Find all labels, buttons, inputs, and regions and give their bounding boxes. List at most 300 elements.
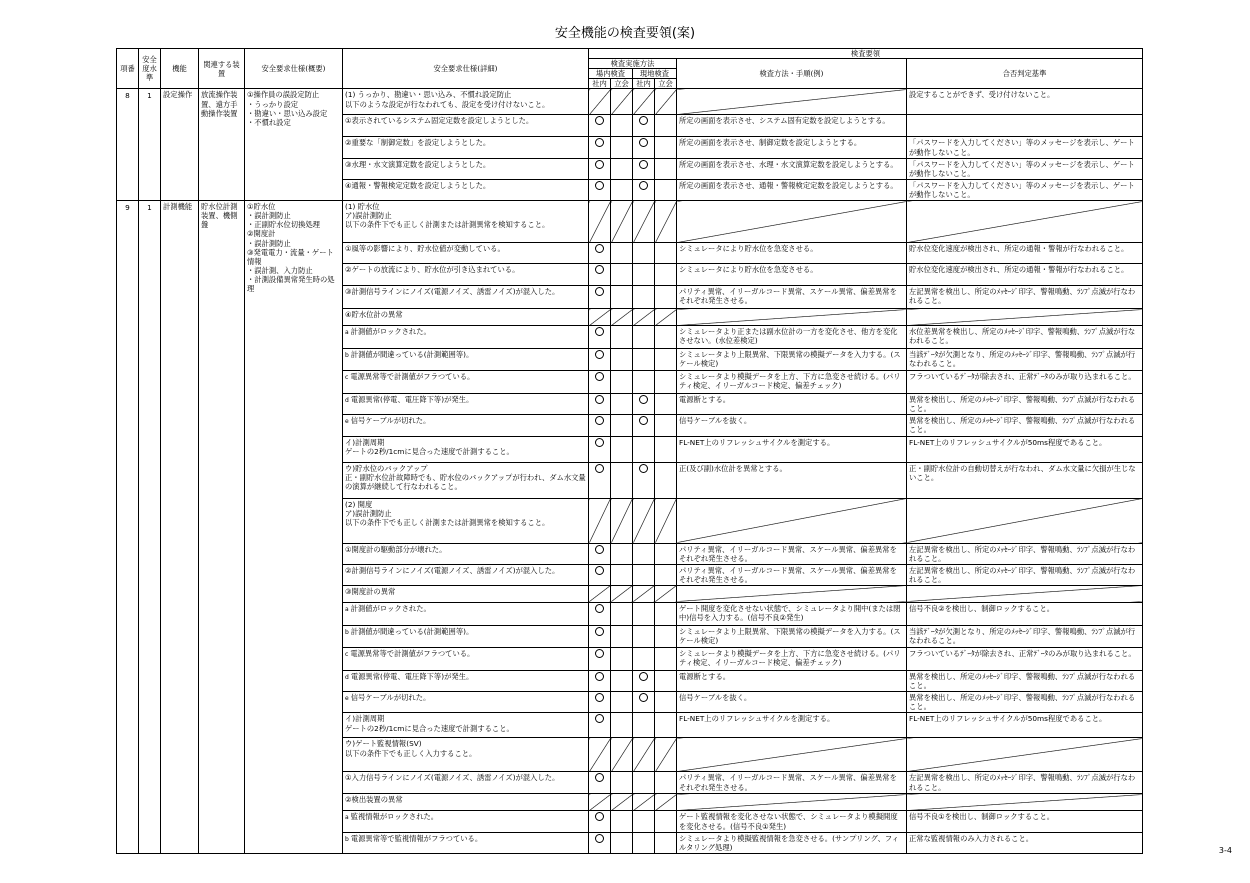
spec-detail-cell xyxy=(343,625,589,647)
check-mark-cell xyxy=(655,602,677,625)
check-circle-icon xyxy=(595,350,604,359)
inspection-method-cell xyxy=(677,738,907,772)
spec-detail-text: 計測値が間違っている(計測範囲等)。 xyxy=(350,350,474,360)
spec-detail-cell xyxy=(343,394,589,415)
spec-summary-cell: ①貯水位 ・誤計測防止 ・正副貯水位切換処理 ②開度計 ・誤計測防止 ③発電電力・流量・ゲート情報 ・誤計測、入力防止 ・計測設備異常発生時の処理 xyxy=(245,201,343,854)
related-device-cell: 貯水位計測装置、機側盤 xyxy=(199,201,245,854)
criteria-cell: 信号不良②を検出し、制御ロックすること。 xyxy=(907,602,1143,625)
criteria-cell xyxy=(907,201,1143,243)
spec-detail-cell xyxy=(343,115,589,137)
sub-item-letter: a xyxy=(345,814,349,822)
check-circle-icon xyxy=(639,464,648,473)
check-mark-cell xyxy=(611,832,633,853)
check-mark-cell xyxy=(589,371,611,394)
check-mark-cell xyxy=(611,415,633,436)
criteria-cell: 正・副貯水位計の自動切替えが行なわれ、ダム水文量に欠損が生じないこと。 xyxy=(907,462,1143,498)
check-mark-cell xyxy=(633,137,655,158)
check-mark-cell xyxy=(633,394,655,415)
check-mark-cell xyxy=(611,179,633,200)
header-onsite-inspection: 現地検査 xyxy=(633,69,677,79)
inspection-method-cell: シミュレータより上限異常、下限異常の模擬データを入力する。(スケール検定) xyxy=(677,625,907,647)
check-mark-cell xyxy=(655,158,677,179)
inspection-method-cell: パリティ異常、イリーガルコード異常、スケール異常、偏差異常をそれぞれ発生させる。 xyxy=(677,286,907,309)
check-mark-cell xyxy=(589,647,611,670)
spec-detail-cell xyxy=(343,585,589,602)
criteria-cell: 貯水位変化速度が検出され、所定の通報・警報が行なわれること。 xyxy=(907,264,1143,286)
check-mark-cell xyxy=(589,179,611,200)
spec-detail-cell xyxy=(343,309,589,326)
check-mark-cell xyxy=(633,158,655,179)
criteria-cell: 貯水位変化速度が検出され、所定の通報・警報が行なわれること。 xyxy=(907,243,1143,264)
inspection-method-cell: 正(及び副)水位計を異常とする。 xyxy=(677,462,907,498)
check-mark-cell xyxy=(655,647,677,670)
check-circle-icon xyxy=(595,438,604,447)
criteria-cell xyxy=(907,738,1143,772)
check-mark-cell xyxy=(655,179,677,200)
criteria-cell: 「パスワードを入力してください」等のメッセージを表示し、ゲートが動作しないこと。 xyxy=(907,158,1143,179)
check-mark-cell xyxy=(633,179,655,200)
spec-detail-text: 計測値が間違っている(計測範囲等)。 xyxy=(350,626,474,636)
criteria-cell: フラついているﾃﾞｰﾀが除去され、正常ﾃﾞｰﾀのみが取り込まれること。 xyxy=(907,647,1143,670)
check-mark-cell xyxy=(633,309,655,326)
spec-detail-text: 監視情報がロックされた。 xyxy=(350,812,439,822)
check-mark-cell xyxy=(589,543,611,564)
inspection-method-cell xyxy=(677,201,907,243)
header-spec-summary: 安全要求仕様(概要) xyxy=(245,49,343,89)
sub-item-letter: b xyxy=(345,352,349,360)
spec-detail-text: 信号ケーブルが切れた。 xyxy=(350,693,431,703)
check-circle-icon xyxy=(595,773,604,782)
inspection-method-cell xyxy=(677,794,907,811)
check-mark-cell xyxy=(655,738,677,772)
check-mark-cell xyxy=(633,462,655,498)
inspection-method-cell: FL-NET上のリフレッシュサイクルを測定する。 xyxy=(677,436,907,462)
check-mark-cell xyxy=(589,738,611,772)
criteria-cell: 異常を検出し、所定のﾒｯｾｰｼﾞ印字、警報鳴動、ﾗﾝﾌﾟ点滅が行なわれること。 xyxy=(907,692,1143,713)
check-mark-cell xyxy=(589,349,611,371)
sub-item-letter: a xyxy=(345,329,349,337)
check-mark-cell xyxy=(589,713,611,738)
check-mark-cell xyxy=(589,585,611,602)
header-inspection-method-group: 検査実施方法 xyxy=(589,59,677,69)
header-safety-level: 安全度水準 xyxy=(139,49,161,89)
header-related-device: 関連する装置 xyxy=(199,49,245,89)
check-mark-cell xyxy=(655,394,677,415)
header-inspection-procedure: 検査要領 xyxy=(589,49,1143,59)
check-mark-cell xyxy=(655,585,677,602)
check-mark-cell xyxy=(589,625,611,647)
spec-detail-cell xyxy=(343,647,589,670)
check-mark-cell xyxy=(611,692,633,713)
check-mark-cell xyxy=(611,794,633,811)
inspection-method-cell: 所定の画面を表示させ、水理・水文演算定数を設定しようとする。 xyxy=(677,158,907,179)
inspection-method-cell: シミュレータより上限異常、下限異常の模擬データを入力する。(スケール検定) xyxy=(677,349,907,371)
spec-detail-text: ①表示されているシステム固定定数を設定しようとした。 xyxy=(345,116,534,126)
criteria-cell: FL-NET上のリフレッシュサイクルが50ms程度であること。 xyxy=(907,436,1143,462)
check-circle-icon xyxy=(595,372,604,381)
criteria-cell: 異常を検出し、所定のﾒｯｾｰｼﾞ印字、警報鳴動、ﾗﾝﾌﾟ点滅が行なわれること。 xyxy=(907,670,1143,691)
spec-detail-text: イ)計測周期 ゲートの2秒/1cmに見合った速度で計測すること。 xyxy=(345,714,514,733)
spec-detail-cell xyxy=(343,772,589,794)
table-row xyxy=(117,201,1143,243)
check-circle-icon xyxy=(639,116,648,125)
check-mark-cell xyxy=(589,436,611,462)
check-mark-cell xyxy=(611,543,633,564)
check-mark-cell xyxy=(655,264,677,286)
spec-detail-text: ①開度計の駆動部分が壊れた。 xyxy=(345,544,447,554)
criteria-cell: 異常を検出し、所定のﾒｯｾｰｼﾞ印字、警報鳴動、ﾗﾝﾌﾟ点滅が行なわれること。 xyxy=(907,415,1143,436)
spec-detail-text: 電源異常等で監視情報がフラつている。 xyxy=(350,833,483,843)
check-circle-icon xyxy=(595,627,604,636)
check-circle-icon xyxy=(595,327,604,336)
check-mark-cell xyxy=(611,738,633,772)
check-mark-cell xyxy=(633,625,655,647)
check-mark-cell xyxy=(633,326,655,349)
check-mark-cell xyxy=(633,811,655,832)
sub-item-letter: a xyxy=(345,605,349,613)
check-mark-cell xyxy=(589,498,611,543)
check-mark-cell xyxy=(589,264,611,286)
header-witness-2: 立会 xyxy=(655,79,677,89)
spec-detail-cell xyxy=(343,415,589,436)
spec-detail-text: ①風等の影響により、貯水位値が変動している。 xyxy=(345,244,505,254)
spec-detail-text: (2) 開度 ア)誤計測防止 以下の条件下でも正しく計測または計測異常を検知すること。 xyxy=(345,499,550,527)
spec-detail-cell xyxy=(343,201,589,243)
check-mark-cell xyxy=(611,158,633,179)
check-circle-icon xyxy=(595,416,604,425)
criteria-cell xyxy=(907,585,1143,602)
criteria-cell xyxy=(907,794,1143,811)
spec-detail-text: ②検出装置の異常 xyxy=(345,795,403,805)
check-mark-cell xyxy=(611,89,633,115)
check-circle-icon xyxy=(595,604,604,613)
item-no-cell: 9 xyxy=(117,201,139,854)
spec-detail-cell xyxy=(343,158,589,179)
criteria-cell xyxy=(907,498,1143,543)
page-number: 3-4 xyxy=(1218,846,1232,855)
inspection-method-cell: シミュレータより模擬データを上方、下方に急変させ続ける。(パリティ検定、イリーガルコード検定、偏差チェック) xyxy=(677,371,907,394)
check-mark-cell xyxy=(633,772,655,794)
spec-detail-cell xyxy=(343,794,589,811)
inspection-method-cell: 電源断とする。 xyxy=(677,394,907,415)
spec-detail-text: 計測値がロックされた。 xyxy=(350,327,431,337)
check-mark-cell xyxy=(611,309,633,326)
check-circle-icon xyxy=(639,693,648,702)
check-circle-icon xyxy=(595,464,604,473)
spec-detail-text: ウ)ゲート監視情報(SV) 以下の条件下でも正しく入力すること。 xyxy=(345,739,477,758)
check-circle-icon xyxy=(595,812,604,821)
check-mark-cell xyxy=(655,326,677,349)
header-item-no: 項番 xyxy=(117,49,139,89)
check-circle-icon xyxy=(639,160,648,169)
check-mark-cell xyxy=(655,772,677,794)
check-mark-cell xyxy=(611,137,633,158)
check-mark-cell xyxy=(589,670,611,691)
check-mark-cell xyxy=(655,564,677,585)
inspection-method-cell: ゲート開度を変化させない状態で、シミュレータより開中(または閉中)信号を入力する。(信号不良②発生) xyxy=(677,602,907,625)
check-mark-cell xyxy=(633,585,655,602)
check-mark-cell xyxy=(589,602,611,625)
check-mark-cell xyxy=(611,286,633,309)
sub-item-letter: e xyxy=(345,418,349,426)
check-mark-cell xyxy=(633,201,655,243)
check-mark-cell xyxy=(611,115,633,137)
spec-summary-cell: ①操作員の誤設定防止 ・うっかり設定 ・勘違い・思い込み設定 ・不慣れ設定 xyxy=(245,89,343,201)
check-circle-icon xyxy=(595,834,604,843)
spec-detail-text: ③開度計の異常 xyxy=(345,586,396,596)
check-mark-cell xyxy=(611,585,633,602)
spec-detail-text: (1) うっかり、勘違い・思い込み、不慣れ設定防止 以下のような設定が行なわれても、設定を受け付けないこと。 xyxy=(345,90,550,109)
spec-detail-text: 計測値がロックされた。 xyxy=(350,603,431,613)
check-mark-cell xyxy=(655,543,677,564)
inspection-method-cell: FL-NET上のリフレッシュサイクルを測定する。 xyxy=(677,713,907,738)
check-mark-cell xyxy=(611,772,633,794)
check-mark-cell xyxy=(611,394,633,415)
sub-item-letter: d xyxy=(345,673,349,681)
inspection-method-cell: パリティ異常、イリーガルコード異常、スケール異常、偏差異常をそれぞれ発生させる。 xyxy=(677,772,907,794)
criteria-cell: フラついているﾃﾞｰﾀが除去され、正常ﾃﾞｰﾀのみが取り込まれること。 xyxy=(907,371,1143,394)
spec-detail-cell xyxy=(343,670,589,691)
check-mark-cell xyxy=(655,811,677,832)
check-mark-cell xyxy=(633,115,655,137)
header-spec-detail: 安全要求仕様(詳細) xyxy=(343,49,589,89)
spec-detail-text: ④貯水位計の異常 xyxy=(345,310,403,320)
inspection-method-cell: 電源断とする。 xyxy=(677,670,907,691)
check-circle-icon xyxy=(595,116,604,125)
spec-detail-text: イ)計測周期 ゲートの2秒/1cmに見合った速度で計測すること。 xyxy=(345,437,514,456)
inspection-method-cell xyxy=(677,309,907,326)
check-mark-cell xyxy=(589,326,611,349)
check-mark-cell xyxy=(611,201,633,243)
spec-detail-cell xyxy=(343,543,589,564)
criteria-cell: 左記異常を検出し、所定のﾒｯｾｰｼﾞ印字、警報鳴動、ﾗﾝﾌﾟ点滅が行なわれること。 xyxy=(907,564,1143,585)
table-row xyxy=(117,89,1143,115)
spec-detail-text: ②重要な「制御定数」を設定しようとした。 xyxy=(345,138,491,148)
function-cell: 計測機能 xyxy=(161,201,199,854)
check-circle-icon xyxy=(595,672,604,681)
check-mark-cell xyxy=(633,738,655,772)
check-mark-cell xyxy=(655,436,677,462)
inspection-method-cell: 所定の画面を表示させ、制御定数を設定しようとする。 xyxy=(677,137,907,158)
check-circle-icon xyxy=(639,395,648,404)
criteria-cell: 異常を検出し、所定のﾒｯｾｰｼﾞ印字、警報鳴動、ﾗﾝﾌﾟ点滅が行なわれること。 xyxy=(907,394,1143,415)
spec-detail-cell xyxy=(343,436,589,462)
check-mark-cell xyxy=(589,201,611,243)
check-circle-icon xyxy=(595,545,604,554)
spec-detail-cell xyxy=(343,371,589,394)
spec-detail-text: 電源異常(停電、電圧降下等)が発生。 xyxy=(350,671,474,681)
check-mark-cell xyxy=(633,543,655,564)
sub-item-letter: c xyxy=(345,374,349,382)
check-mark-cell xyxy=(655,794,677,811)
check-mark-cell xyxy=(589,415,611,436)
check-mark-cell xyxy=(589,772,611,794)
spec-detail-cell xyxy=(343,713,589,738)
check-mark-cell xyxy=(589,309,611,326)
function-cell: 設定操作 xyxy=(161,89,199,201)
criteria-cell xyxy=(907,115,1143,137)
inspection-method-cell: パリティ異常、イリーガルコード異常、スケール異常、偏差異常をそれぞれ発生させる。 xyxy=(677,543,907,564)
check-mark-cell xyxy=(655,498,677,543)
check-mark-cell xyxy=(589,158,611,179)
inspection-method-cell: ゲート監視情報を変化させない状態で、シミュレータより模擬開度を変化させる。(信号不良①発生) xyxy=(677,811,907,832)
inspection-method-cell: パリティ異常、イリーガルコード異常、スケール異常、偏差異常をそれぞれ発生させる。 xyxy=(677,564,907,585)
page-title: 安全機能の検査要領(案) xyxy=(554,26,696,41)
check-mark-cell xyxy=(655,201,677,243)
check-mark-cell xyxy=(611,811,633,832)
check-mark-cell xyxy=(611,264,633,286)
header-method: 検査方法・手順(例) xyxy=(677,59,907,89)
criteria-cell: 左記異常を検出し、所定のﾒｯｾｰｼﾞ印字、警報鳴動、ﾗﾝﾌﾟ点滅が行なわれること。 xyxy=(907,772,1143,794)
sub-item-letter: d xyxy=(345,397,349,405)
sub-item-letter: b xyxy=(345,835,349,843)
check-mark-cell xyxy=(611,243,633,264)
check-mark-cell xyxy=(589,243,611,264)
header-criteria: 合否判定基準 xyxy=(907,59,1143,89)
spec-detail-cell xyxy=(343,349,589,371)
criteria-cell: 信号不良①を検出し、制御ロックすること。 xyxy=(907,811,1143,832)
check-mark-cell xyxy=(655,832,677,853)
check-mark-cell xyxy=(611,647,633,670)
check-circle-icon xyxy=(639,138,648,147)
criteria-cell: 左記異常を検出し、所定のﾒｯｾｰｼﾞ印字、警報鳴動、ﾗﾝﾌﾟ点滅が行なわれること。 xyxy=(907,286,1143,309)
check-mark-cell xyxy=(633,436,655,462)
check-mark-cell xyxy=(655,243,677,264)
spec-detail-cell xyxy=(343,692,589,713)
check-mark-cell xyxy=(633,371,655,394)
check-mark-cell xyxy=(589,286,611,309)
header-in-house-1: 社内 xyxy=(589,79,611,89)
check-mark-cell xyxy=(611,326,633,349)
check-mark-cell xyxy=(655,415,677,436)
spec-detail-cell xyxy=(343,462,589,498)
check-mark-cell xyxy=(589,137,611,158)
sub-item-letter: e xyxy=(345,695,349,703)
spec-detail-text: ①入力信号ラインにノイズ(電源ノイズ、誘雷ノイズ)が混入した。 xyxy=(345,773,560,783)
check-mark-cell xyxy=(611,670,633,691)
check-mark-cell xyxy=(655,115,677,137)
spec-detail-cell xyxy=(343,326,589,349)
check-circle-icon xyxy=(595,265,604,274)
check-mark-cell xyxy=(633,692,655,713)
check-circle-icon xyxy=(595,160,604,169)
check-mark-cell xyxy=(589,832,611,853)
spec-detail-text: ウ)貯水位のバックアップ 正・副貯水位計故障時でも、貯水位のバックアップが行われ、ダム水文量の演算が継続して行なわれること。 xyxy=(345,463,586,491)
inspection-method-cell: 所定の画面を表示させ、通報・警報検定定数を設定しようとする。 xyxy=(677,179,907,200)
related-device-cell: 放流操作装置、遠方手動操作装置 xyxy=(199,89,245,201)
criteria-cell: 「パスワードを入力してください」等のメッセージを表示し、ゲートが動作しないこと。 xyxy=(907,179,1143,200)
spec-detail-text: ②ゲートの放流により、貯水位が引き込まれている。 xyxy=(345,265,520,275)
check-mark-cell xyxy=(655,670,677,691)
check-mark-cell xyxy=(633,264,655,286)
header-in-house-2: 社内 xyxy=(633,79,655,89)
check-mark-cell xyxy=(611,625,633,647)
spec-detail-cell xyxy=(343,264,589,286)
check-mark-cell xyxy=(633,243,655,264)
check-circle-icon xyxy=(595,649,604,658)
spec-detail-cell xyxy=(343,137,589,158)
criteria-cell: 当該ﾃﾞｰﾀが欠測となり、所定のﾒｯｾｰｼﾞ印字、警報鳴動、ﾗﾝﾌﾟ点滅が行なわれること。 xyxy=(907,349,1143,371)
check-mark-cell xyxy=(633,498,655,543)
check-mark-cell xyxy=(655,371,677,394)
inspection-method-cell: シミュレータにより貯水位を急変させる。 xyxy=(677,264,907,286)
check-circle-icon xyxy=(595,566,604,575)
check-circle-icon xyxy=(595,714,604,723)
check-circle-icon xyxy=(595,287,604,296)
spec-detail-cell xyxy=(343,738,589,772)
spec-detail-text: ③計測信号ラインにノイズ(電源ノイズ、誘雷ノイズ)が混入した。 xyxy=(345,287,560,297)
check-mark-cell xyxy=(611,349,633,371)
criteria-cell xyxy=(907,309,1143,326)
spec-detail-cell xyxy=(343,243,589,264)
spec-detail-cell xyxy=(343,89,589,115)
check-mark-cell xyxy=(655,713,677,738)
criteria-cell: 正常な監視情報のみ入力されること。 xyxy=(907,832,1143,853)
spec-detail-text: 電源異常(停電、電圧降下等)が発生。 xyxy=(350,395,474,405)
check-mark-cell xyxy=(633,832,655,853)
check-circle-icon xyxy=(595,181,604,190)
check-circle-icon xyxy=(639,672,648,681)
check-mark-cell xyxy=(655,309,677,326)
check-mark-cell xyxy=(611,462,633,498)
check-circle-icon xyxy=(595,395,604,404)
inspection-method-cell xyxy=(677,585,907,602)
criteria-cell: 左記異常を検出し、所定のﾒｯｾｰｼﾞ印字、警報鳴動、ﾗﾝﾌﾟ点滅が行なわれること。 xyxy=(907,543,1143,564)
check-mark-cell xyxy=(655,692,677,713)
inspection-method-cell xyxy=(677,89,907,115)
inspection-method-cell xyxy=(677,498,907,543)
header-witness-1: 立会 xyxy=(611,79,633,89)
check-mark-cell xyxy=(589,564,611,585)
check-mark-cell xyxy=(655,137,677,158)
spec-detail-cell xyxy=(343,179,589,200)
check-circle-icon xyxy=(639,181,648,190)
check-mark-cell xyxy=(611,713,633,738)
criteria-cell: 設定することができず、受け付けないこと。 xyxy=(907,89,1143,115)
inspection-method-cell: シミュレータにより貯水位を急変させる。 xyxy=(677,243,907,264)
inspection-method-cell: シミュレータより模擬監視情報を急変させる。(サンプリング、フィルタリング処理) xyxy=(677,832,907,853)
check-mark-cell xyxy=(633,602,655,625)
check-mark-cell xyxy=(611,498,633,543)
check-mark-cell xyxy=(633,670,655,691)
check-mark-cell xyxy=(655,625,677,647)
check-mark-cell xyxy=(589,462,611,498)
inspection-method-cell: 信号ケーブルを抜く。 xyxy=(677,692,907,713)
safety-level-cell: 1 xyxy=(139,89,161,201)
spec-detail-text: 信号ケーブルが切れた。 xyxy=(350,416,431,426)
safety-level-cell: 1 xyxy=(139,201,161,854)
check-mark-cell xyxy=(589,811,611,832)
check-mark-cell xyxy=(633,349,655,371)
spec-detail-cell xyxy=(343,498,589,543)
spec-detail-text: ②計測信号ラインにノイズ(電源ノイズ、誘雷ノイズ)が混入した。 xyxy=(345,565,560,575)
spec-detail-cell xyxy=(343,832,589,853)
check-mark-cell xyxy=(633,713,655,738)
spec-detail-text: ④通報・警報検定定数を設定しようとした。 xyxy=(345,180,491,190)
criteria-cell: 「パスワードを入力してください」等のメッセージを表示し、ゲートが動作しないこと。 xyxy=(907,137,1143,158)
check-mark-cell xyxy=(611,436,633,462)
check-mark-cell xyxy=(633,647,655,670)
spec-detail-cell xyxy=(343,286,589,309)
table-body xyxy=(117,89,1143,853)
item-no-cell: 8 xyxy=(117,89,139,201)
spec-detail-text: 電源異常等で計測値がフラつている。 xyxy=(350,648,475,658)
header-factory-inspection: 場内検査 xyxy=(589,69,633,79)
check-mark-cell xyxy=(611,371,633,394)
check-mark-cell xyxy=(655,89,677,115)
check-circle-icon xyxy=(595,244,604,253)
check-mark-cell xyxy=(589,115,611,137)
